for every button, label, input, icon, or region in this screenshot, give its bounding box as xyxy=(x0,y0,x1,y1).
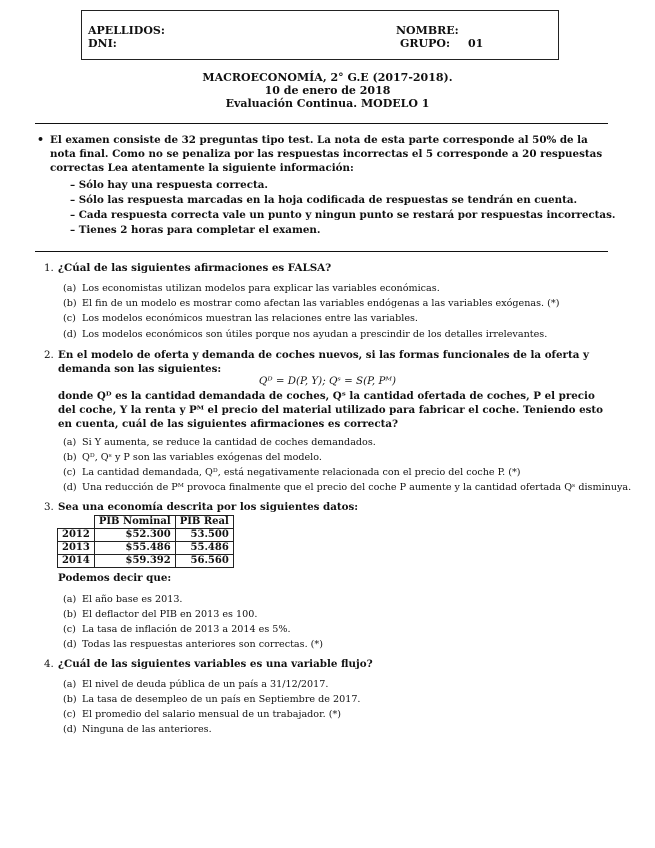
option-text: Los economistas utilizan modelos para explicar las variables económicas. xyxy=(82,283,440,294)
question-formula: Qᴰ = D(P, Y); Qˢ = S(P, Pᴹ) xyxy=(258,375,397,387)
answer-option xyxy=(63,678,328,691)
instructions-intro: El examen consiste de 32 preguntas tipo test. La nota de esta parte corresponde al 50% de la nota final. Como no se penaliza por las respuestas incorrectas el 5 corresponde a 20 respuestas correctas Lea atentamente la siguiente información: xyxy=(50,134,603,174)
question-text: En el modelo de oferta y demanda de coches nuevos, si las formas funcionales de la oferta y demanda son las siguientes: xyxy=(58,349,589,375)
answer-option xyxy=(63,623,291,636)
option-letter: (a) xyxy=(63,594,77,605)
table-cell-nominal: $55.486 xyxy=(94,542,175,555)
instruction-item: – Sólo hay una respuesta correcta. xyxy=(70,179,268,191)
answer-option xyxy=(63,297,559,310)
apellidos-label: APELLIDOS: xyxy=(88,24,165,37)
answer-option xyxy=(63,693,360,706)
option-text: Los modelos económicos son útiles porque nos ayudan a prescindir de los detalles irrelevantes. xyxy=(82,329,548,340)
table-cell-year: 2013 xyxy=(58,542,95,555)
nombre-label: NOMBRE: xyxy=(396,24,459,37)
option-letter: (b) xyxy=(63,452,77,463)
exam-date: 10 de enero de 2018 xyxy=(264,84,391,97)
question-text: Sea una economía descrita por los siguientes datos: xyxy=(58,501,359,513)
dni-label: DNI: xyxy=(88,37,117,50)
question-text-continued: Podemos decir que: xyxy=(58,572,172,584)
answer-option xyxy=(63,481,631,494)
option-text: Qᴰ, Qˢ y P son las variables exógenas del modelo. xyxy=(82,452,322,463)
option-text: El nivel de deuda pública de un país a 31/12/2017. xyxy=(82,679,329,690)
question-text-continued: donde Qᴰ es la cantidad demandada de coches, Qˢ la cantidad ofertada de coches, P el precio del coche, Y la renta y Pᴹ el precio del material utilizado para fabricar el coche. Teniendo esto en cuenta, cuál de las siguientes afirmaciones es correcta? xyxy=(58,390,604,430)
answer-option xyxy=(63,282,440,295)
table-cell-year: 2014 xyxy=(58,555,95,568)
option-text: Si Y aumenta, se reduce la cantidad de coches demandados. xyxy=(82,437,376,448)
answer-option xyxy=(63,466,521,479)
question-text: ¿Cuál de las siguientes variables es una variable flujo? xyxy=(58,658,373,670)
table-header-row xyxy=(58,516,234,529)
option-text: La tasa de desempleo de un país en Septiembre de 2017. xyxy=(82,694,361,705)
answer-option xyxy=(63,593,182,606)
table-cell-real: 53.500 xyxy=(175,529,233,542)
option-letter: (a) xyxy=(63,283,77,294)
bullet-icon: • xyxy=(37,133,45,146)
option-text: El año base es 2013. xyxy=(82,594,183,605)
table-cell-year: 2012 xyxy=(58,529,95,542)
option-letter: (c) xyxy=(63,624,76,635)
table-header: PIB Real xyxy=(175,516,233,529)
divider-bottom xyxy=(35,251,608,252)
table-row xyxy=(58,529,234,542)
answer-option xyxy=(63,638,323,651)
answer-option xyxy=(63,723,212,736)
option-text: Una reducción de Pᴹ provoca finalmente que el precio del coche P aumente y la cantidad ofertada Qˢ disminuya. xyxy=(82,482,632,493)
question-text: ¿Cúal de las siguientes afirmaciones es FALSA? xyxy=(58,262,332,274)
grupo-label: GRUPO: xyxy=(400,37,451,50)
divider-top xyxy=(35,123,608,124)
instruction-item-text: Tienes 2 horas para completar el examen. xyxy=(78,224,321,236)
question-number: 3. xyxy=(44,501,54,513)
table-row xyxy=(58,542,234,555)
option-text: Los modelos económicos muestran las relaciones entre las variables. xyxy=(82,313,418,324)
option-letter: (c) xyxy=(63,313,76,324)
answer-option xyxy=(63,451,322,464)
question-number: 2. xyxy=(44,349,54,361)
option-letter: (a) xyxy=(63,679,77,690)
option-letter: (c) xyxy=(63,467,76,478)
instruction-item-text: Sólo las respuesta marcadas en la hoja codificada de respuestas se tendrán en cuenta. xyxy=(78,194,578,206)
option-letter: (b) xyxy=(63,609,77,620)
option-text: El deflactor del PIB en 2013 es 100. xyxy=(82,609,258,620)
answer-option xyxy=(63,436,376,449)
instruction-item: – Tienes 2 horas para completar el examen. xyxy=(70,224,321,236)
option-text: El promedio del salario mensual de un trabajador. (*) xyxy=(82,709,341,720)
instruction-item: – Sólo las respuesta marcadas en la hoja codificada de respuestas se tendrán en cuenta. xyxy=(70,194,578,206)
table-corner xyxy=(58,516,95,529)
option-text: Ninguna de las anteriores. xyxy=(82,724,212,735)
option-letter: (b) xyxy=(63,298,77,309)
table-cell-nominal: $59.392 xyxy=(94,555,175,568)
option-letter: (d) xyxy=(63,482,77,493)
exam-title: MACROECONOMÍA, 2° G.E (2017-2018). xyxy=(202,71,453,84)
option-letter: (d) xyxy=(63,329,77,340)
option-letter: (d) xyxy=(63,724,77,735)
exam-subtitle: Evaluación Continua. MODELO 1 xyxy=(225,97,430,110)
option-text: La tasa de inflación de 2013 a 2014 es 5%. xyxy=(82,624,291,635)
question-number: 1. xyxy=(44,262,54,274)
table-header: PIB Nominal xyxy=(94,516,175,529)
option-letter: (d) xyxy=(63,639,77,650)
instruction-item-text: Cada respuesta correcta vale un punto y ningun punto se restará por respuestas incorrectas. xyxy=(78,209,616,221)
option-letter: (b) xyxy=(63,694,77,705)
pib-table xyxy=(57,515,234,568)
answer-option xyxy=(63,608,257,621)
answer-option xyxy=(63,328,547,341)
table-cell-real: 55.486 xyxy=(175,542,233,555)
option-letter: (a) xyxy=(63,437,77,448)
instruction-item-text: Sólo hay una respuesta correcta. xyxy=(78,179,268,191)
table-row xyxy=(58,555,234,568)
option-letter: (c) xyxy=(63,709,76,720)
grupo-value: 01 xyxy=(468,37,484,50)
table-cell-nominal: $52.300 xyxy=(94,529,175,542)
option-text: El fin de un modelo es mostrar como afectan las variables endógenas a las variables exógenas. (*) xyxy=(82,298,560,309)
option-text: Todas las respuestas anteriores son correctas. (*) xyxy=(82,639,323,650)
question-number: 4. xyxy=(44,658,54,670)
option-text: La cantidad demandada, Qᴰ, está negativamente relacionada con el precio del coche P. (*) xyxy=(82,467,521,478)
answer-option xyxy=(63,312,418,325)
student-info-box xyxy=(81,10,559,60)
instruction-item: – Cada respuesta correcta vale un punto y ningun punto se restará por respuestas incorrectas. xyxy=(70,209,616,221)
table-cell-real: 56.560 xyxy=(175,555,233,568)
answer-option xyxy=(63,708,341,721)
